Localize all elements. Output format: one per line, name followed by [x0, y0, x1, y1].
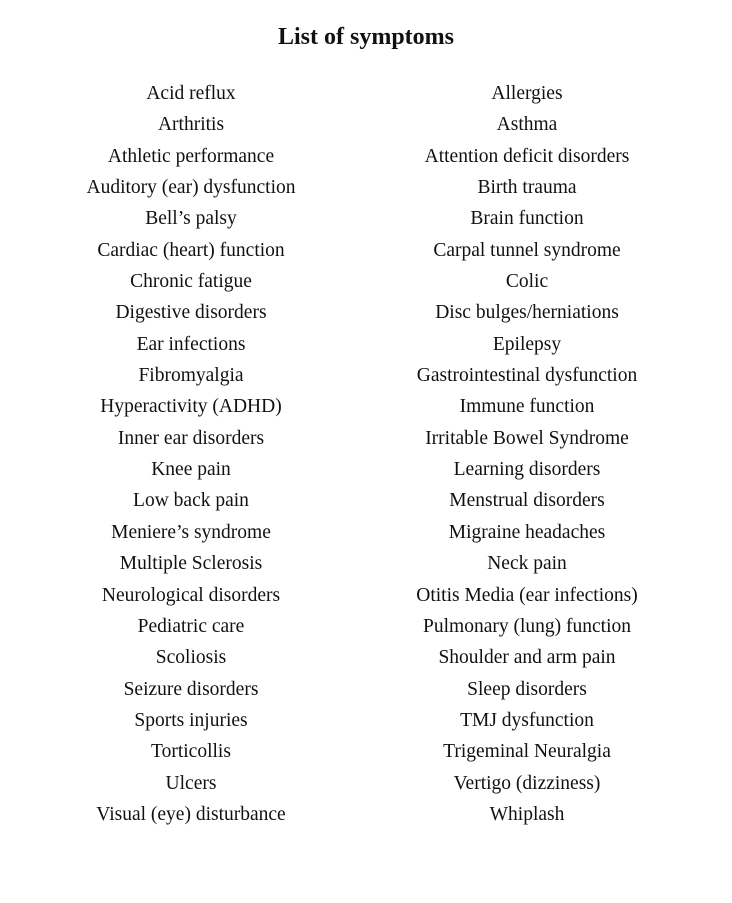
symptom-item: Torticollis	[151, 741, 231, 763]
symptom-item: Menstrual disorders	[449, 490, 605, 512]
symptom-item: Auditory (ear) dysfunction	[86, 177, 296, 199]
symptom-item: Fibromyalgia	[138, 365, 244, 387]
symptom-item: Shoulder and arm pain	[438, 647, 616, 669]
symptom-item: Knee pain	[151, 459, 231, 481]
symptom-item: Brain function	[470, 208, 584, 230]
symptom-item: TMJ dysfunction	[460, 709, 594, 731]
symptom-item: Pediatric care	[137, 615, 245, 637]
symptom-item: Low back pain	[133, 490, 249, 512]
symptom-item: Irritable Bowel Syndrome	[425, 427, 629, 449]
symptom-item: Asthma	[496, 114, 558, 136]
symptom-item: Cardiac (heart) function	[97, 239, 285, 261]
symptom-item: Inner ear disorders	[117, 427, 265, 449]
symptom-item: Carpal tunnel syndrome	[433, 239, 621, 261]
symptom-item: Sports injuries	[134, 709, 248, 731]
symptom-item: Epilepsy	[492, 333, 562, 355]
symptom-item: Otitis Media (ear infections)	[416, 584, 638, 606]
symptom-item: Learning disorders	[453, 459, 601, 481]
symptom-item: Gastrointestinal dysfunction	[416, 365, 638, 387]
symptom-item: Visual (eye) disturbance	[96, 803, 286, 825]
symptom-item: Migraine headaches	[448, 521, 606, 543]
symptom-item: Acid reflux	[146, 83, 236, 104]
page-title: List of symptoms	[277, 24, 454, 50]
symptom-item: Immune function	[459, 396, 595, 418]
symptom-item: Chronic fatigue	[130, 271, 252, 293]
symptom-list-left	[66, 78, 316, 830]
symptom-item: Birth trauma	[477, 177, 577, 199]
symptom-item: Hyperactivity (ADHD)	[100, 396, 282, 418]
symptom-item: Pulmonary (lung) function	[423, 615, 631, 637]
symptom-item: Attention deficit disorders	[424, 145, 630, 167]
symptom-item: Digestive disorders	[115, 302, 267, 324]
symptom-item: Colic	[505, 271, 549, 293]
symptom-item: Trigeminal Neuralgia	[443, 741, 611, 763]
symptom-item: Bell’s palsy	[145, 208, 237, 230]
symptom-item: Ear infections	[136, 333, 246, 355]
symptom-item: Ulcers	[165, 772, 217, 794]
symptom-item: Arthritis	[157, 114, 225, 136]
symptom-item: Athletic performance	[107, 145, 275, 167]
symptom-item: Multiple Sclerosis	[119, 553, 263, 575]
symptom-item: Neurological disorders	[101, 584, 281, 606]
symptom-item: Seizure disorders	[123, 678, 259, 700]
symptom-item: Whiplash	[489, 803, 565, 825]
symptom-item: Allergies	[491, 83, 563, 104]
symptom-list-right	[391, 78, 663, 830]
symptom-item: Sleep disorders	[467, 678, 587, 700]
symptom-item: Meniere’s syndrome	[111, 521, 271, 543]
symptom-item: Vertigo (dizziness)	[453, 772, 601, 794]
symptom-item: Disc bulges/herniations	[435, 302, 619, 324]
symptom-item: Scoliosis	[155, 647, 227, 669]
symptom-item: Neck pain	[487, 553, 567, 575]
